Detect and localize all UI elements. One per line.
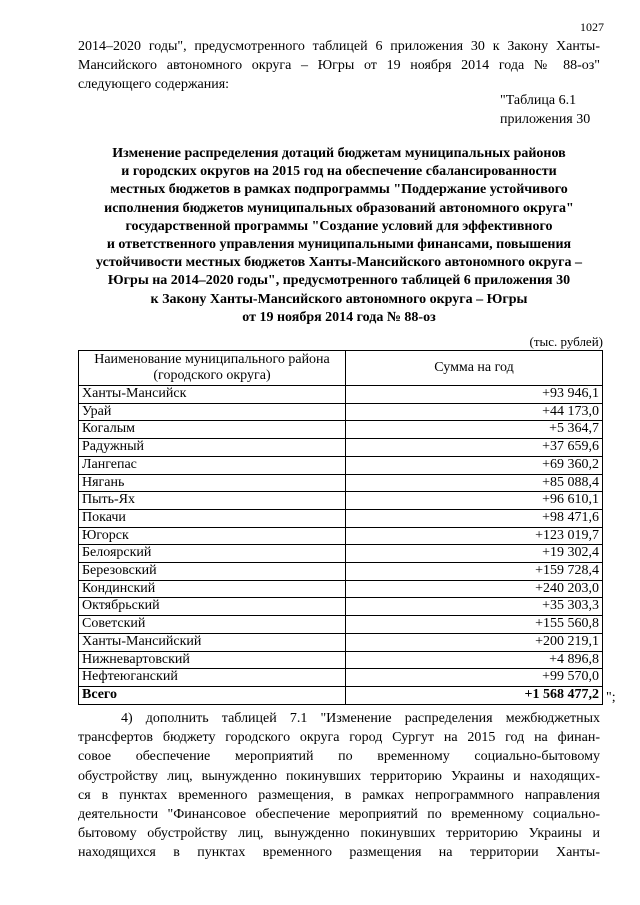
title-line: и ответственного управления муниципальными финансами, повышения [106, 237, 572, 253]
cell-amount: +123 019,7 [346, 527, 603, 545]
table-title [78, 145, 600, 327]
column-header-name: Наименование муниципального района (городского округа) [79, 351, 346, 386]
cell-amount: +99 570,0 [346, 669, 603, 687]
table-row [79, 633, 603, 651]
subsidy-table [78, 350, 603, 705]
table-row [79, 492, 603, 510]
table-row [79, 598, 603, 616]
title-line: государственной программы "Создание условий для эффективного [125, 218, 553, 234]
body-line: деятельности "Финансовое обеспечение мероприятий по временному социально- [78, 807, 600, 823]
body-line: совое обеспечение мероприятий по временному социально-бытовому [78, 749, 600, 765]
table-row [79, 616, 603, 634]
body-line: трансфертов бюджету городского округа город Сургут на 2015 год на финан- [78, 730, 600, 746]
cell-district-name: Покачи [79, 509, 346, 527]
table-row [79, 456, 603, 474]
cell-district-name: Советский [79, 616, 346, 634]
cell-district-name: Когалым [79, 421, 346, 439]
cell-amount: +37 659,6 [346, 439, 603, 457]
table-row [79, 580, 603, 598]
cell-amount: +4 896,8 [346, 651, 603, 669]
cell-district-name: Березовский [79, 563, 346, 581]
cell-amount: +96 610,1 [346, 492, 603, 510]
cell-amount: +5 364,7 [346, 421, 603, 439]
cell-district-name: Кондинский [79, 580, 346, 598]
cell-amount: +44 173,0 [346, 403, 603, 421]
cell-district-name: Октябрьский [79, 598, 346, 616]
body-line: 4) дополнить таблицей 7.1 "Изменение распределения межбюджетных [121, 711, 600, 726]
total-row [79, 686, 603, 704]
cell-district-name: Радужный [79, 439, 346, 457]
cell-district-name: Белоярский [79, 545, 346, 563]
table-row [79, 669, 603, 687]
title-line: исполнения бюджетов муниципальных образований автономного округа" [104, 200, 574, 216]
table-reference-line: приложения 30 [500, 112, 591, 127]
table-row [79, 386, 603, 404]
total-label: Всего [79, 686, 346, 704]
table-row [79, 474, 603, 492]
title-line: устойчивости местных бюджетов Ханты-Мансийского автономного округа – [96, 255, 582, 271]
cell-district-name: Лангепас [79, 456, 346, 474]
table-row [79, 509, 603, 527]
cell-district-name: Югорск [79, 527, 346, 545]
title-line: Изменение распределения дотаций бюджетам муниципальных районов [112, 146, 566, 161]
body-line: обустройству лиц, вынужденно покинувших территорию Украины и находящих- [78, 768, 600, 784]
title-line: к Закону Ханты-Мансийского автономного округа – Югры [150, 291, 528, 307]
column-header-amount: Сумма на год [346, 351, 603, 386]
body-line: бытовому обустройству лиц, вынужденно покинувших территорию Украины и [78, 826, 600, 842]
cell-district-name: Нягань [79, 474, 346, 492]
cell-district-name: Нижневартовский [79, 651, 346, 669]
title-line: Югры на 2014–2020 годы", предусмотренного таблицей 6 приложения 30 [107, 273, 571, 289]
intro-line: следующего содержания: [78, 77, 230, 92]
cell-amount: +159 728,4 [346, 563, 603, 581]
page-number: 1027 [580, 20, 604, 34]
cell-amount: +240 203,0 [346, 580, 603, 598]
body-paragraph [78, 709, 600, 863]
cell-district-name: Пыть-Ях [79, 492, 346, 510]
cell-district-name: Ханты-Мансийский [79, 633, 346, 651]
cell-amount: +93 946,1 [346, 386, 603, 404]
intro-line: 2014–2020 годы", предусмотренного таблицей 6 приложения 30 к Закону Ханты- [78, 39, 600, 54]
table-row [79, 421, 603, 439]
title-line: и городских округов на 2015 год на обеспечение сбалансированности [121, 164, 557, 180]
table-row [79, 563, 603, 581]
intro-paragraph [78, 37, 600, 94]
cell-amount: +19 302,4 [346, 545, 603, 563]
table-closing-mark: "; [606, 690, 616, 705]
table-reference [500, 91, 590, 129]
cell-district-name: Ханты-Мансийск [79, 386, 346, 404]
body-line: находящихся в пунктах временного размещения на территории Ханты- [78, 845, 600, 861]
table-row [79, 403, 603, 421]
cell-amount: +85 088,4 [346, 474, 603, 492]
table-row [79, 439, 603, 457]
body-line: ся в пунктах временного размещения, в рамках непрограммного направления [78, 787, 600, 803]
units-label: (тыс. рублей) [529, 334, 603, 349]
cell-amount: +98 471,6 [346, 509, 603, 527]
table-header-row [79, 351, 603, 386]
title-line: местных бюджетов в рамках подпрограммы "Поддержание устойчивого [110, 182, 568, 198]
cell-amount: +200 219,1 [346, 633, 603, 651]
total-amount: +1 568 477,2 [346, 686, 603, 704]
table-body [79, 386, 603, 687]
intro-line: Мансийского автономного округа – Югры от 19 ноября 2014 года № 88-оз" [78, 58, 600, 73]
table-reference-line: "Таблица 6.1 [500, 93, 577, 108]
cell-district-name: Нефтеюганский [79, 669, 346, 687]
cell-amount: +69 360,2 [346, 456, 603, 474]
table-row [79, 527, 603, 545]
table-row [79, 545, 603, 563]
cell-amount: +155 560,8 [346, 616, 603, 634]
cell-amount: +35 303,3 [346, 598, 603, 616]
table-row [79, 651, 603, 669]
cell-district-name: Урай [79, 403, 346, 421]
title-line: от 19 ноября 2014 года № 88-оз [242, 309, 436, 325]
